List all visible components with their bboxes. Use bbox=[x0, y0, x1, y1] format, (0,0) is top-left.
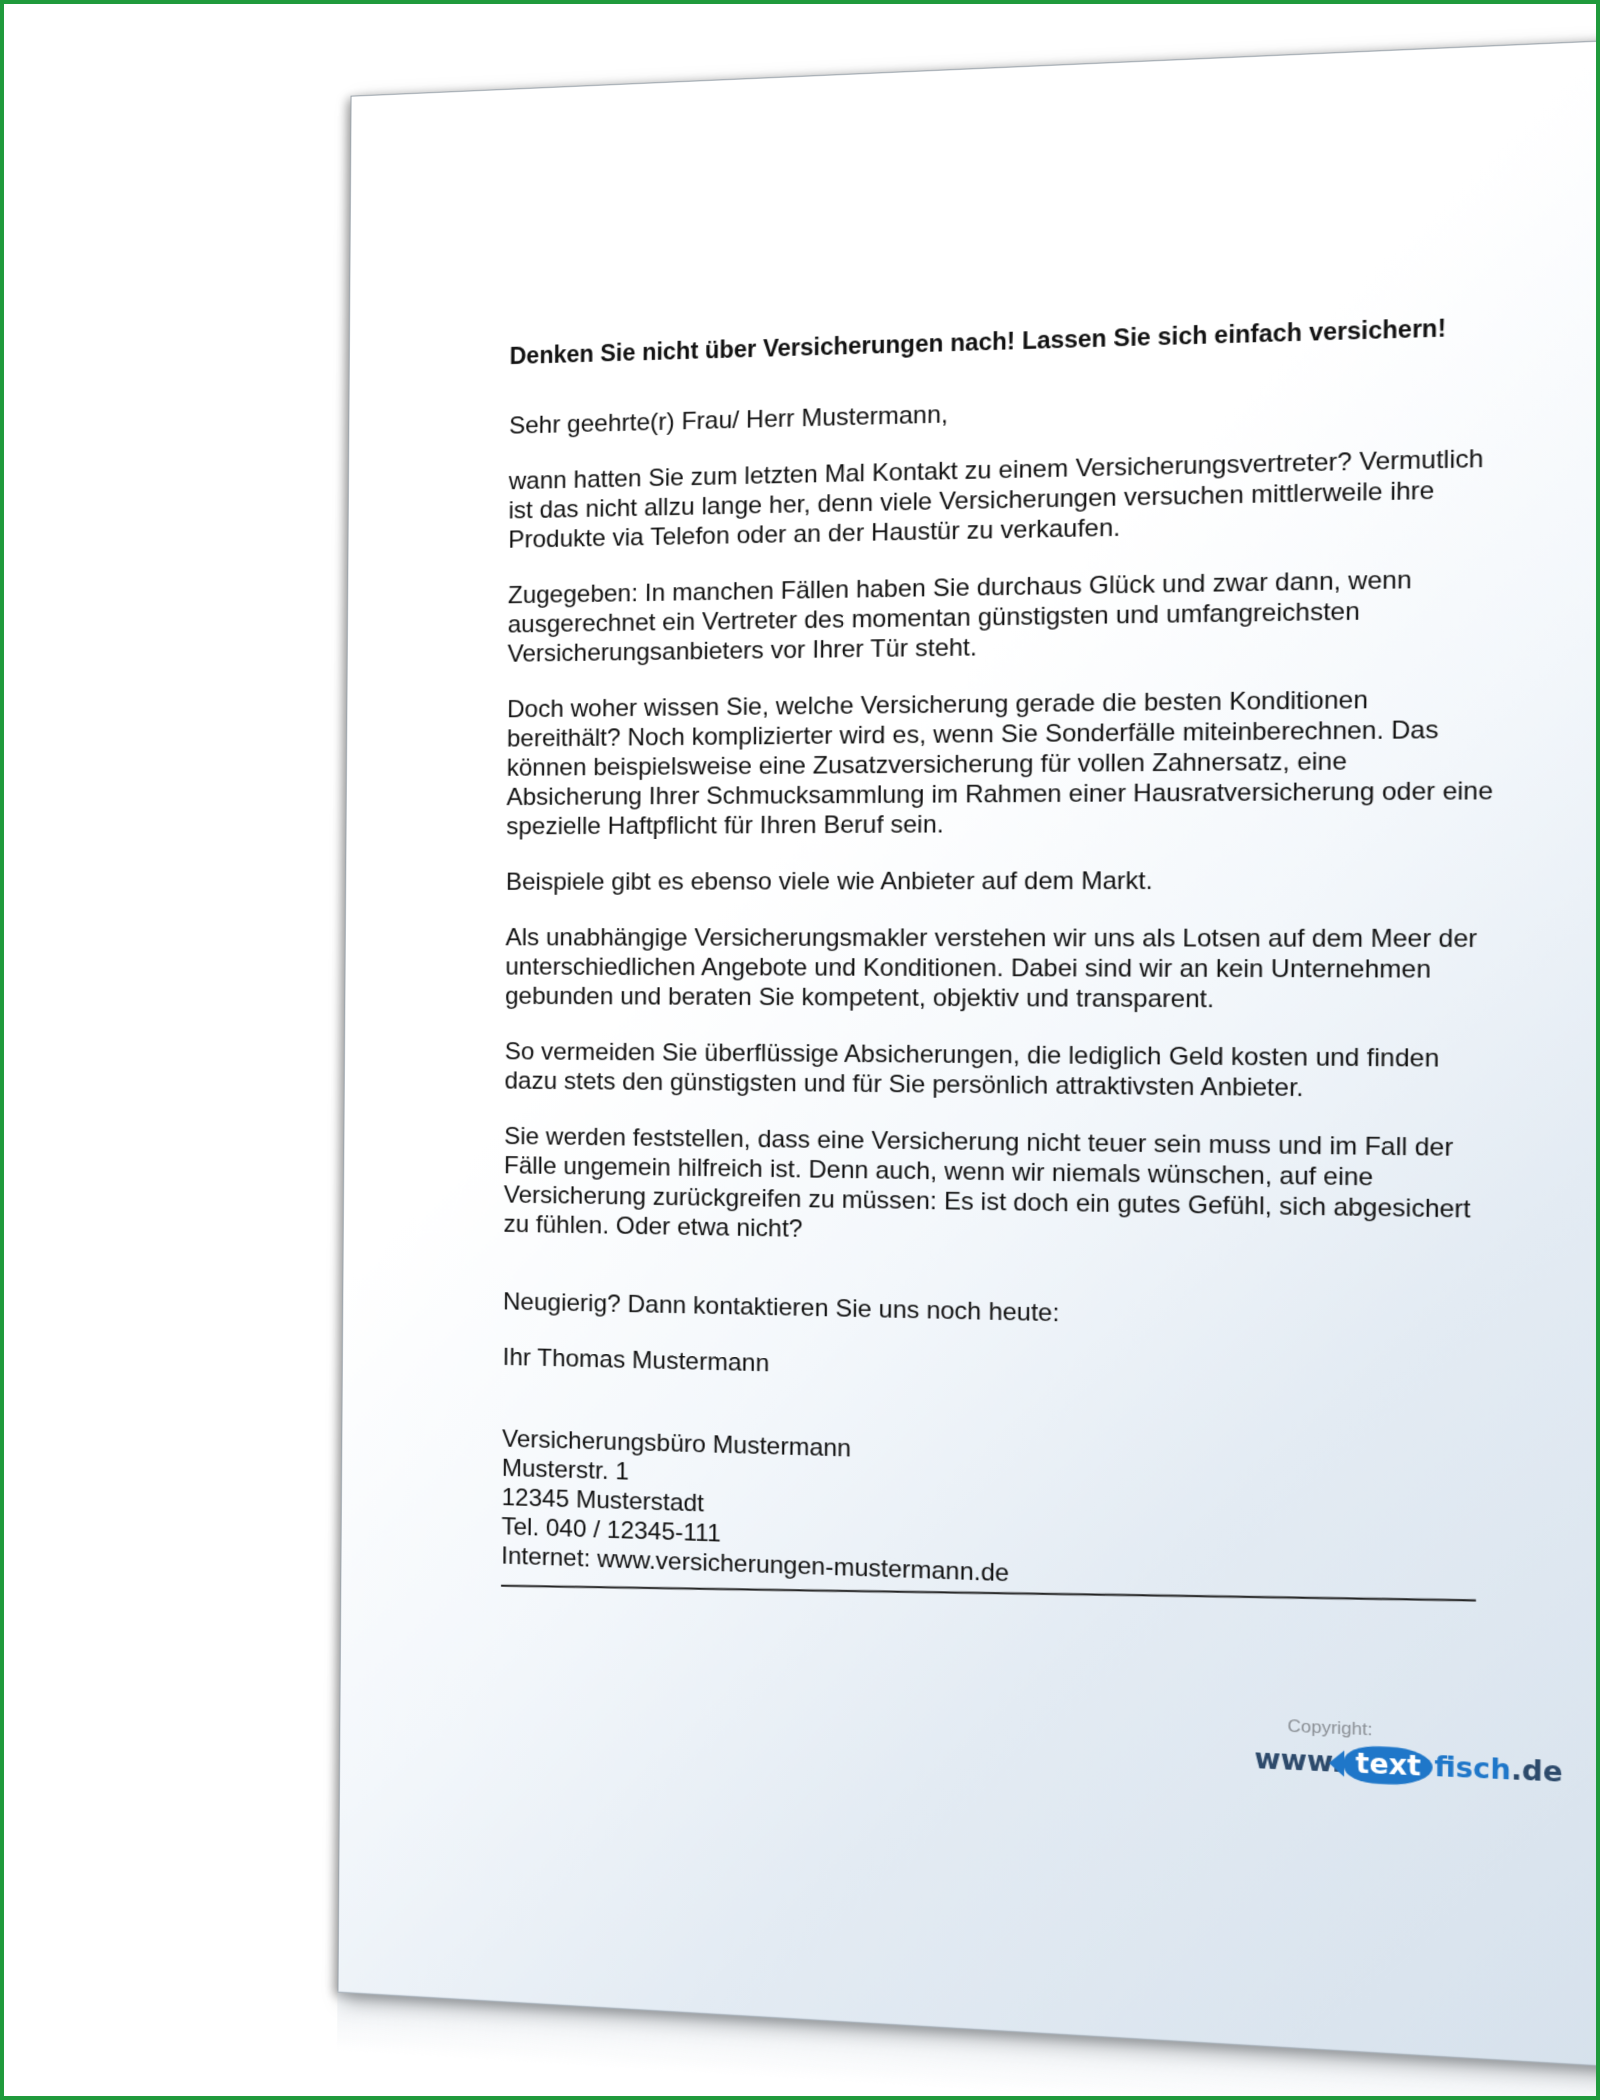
logo-fish-icon: text bbox=[1344, 1745, 1432, 1787]
textfisch-logo bbox=[1254, 1741, 1563, 1792]
logo-www: www. bbox=[1254, 1743, 1343, 1781]
signature: Ihr Thomas Mustermann bbox=[502, 1343, 770, 1378]
letter-headline: Denken Sie nicht über Versicherungen nach! Lassen Sie sich einfach versichern! bbox=[509, 314, 1447, 370]
paragraph-5: Als unabhängige Versicherungsmakler verstehen wir uns als Lotsen auf dem Meer der unterschiedlichen Angebote und Konditionen. Dabei sind wir an kein Unternehmen gebunden und beraten Sie kompetent, objektiv und transparent. bbox=[505, 924, 1478, 1014]
address-phone: Tel. 040 / 12345-111 bbox=[501, 1513, 721, 1548]
paragraph-3: Doch woher wissen Sie, welche Versicherung gerade die besten Konditionen bereithält? Noch komplizierter wird es, wenn Sie Sonderfälle miteinberechnen. Das können beispielsweise eine Zusatzversicherung für vollen Zahnersatz, eine Absicherung Ihrer Schmucksammlung im Rahmen einer Hausratversicherung oder eine spezielle Haftpflicht für Ihren Beruf sein. bbox=[506, 686, 1494, 841]
letter-content bbox=[501, 312, 1497, 1623]
copyright-block bbox=[1254, 1715, 1563, 1792]
address-company: Versicherungsbüro Mustermann bbox=[501, 1425, 852, 1463]
paragraph-4: Beispiele gibt es ebenso viele wie Anbieter auf dem Markt. bbox=[505, 867, 1153, 896]
paragraph-1: wann hatten Sie zum letzten Mal Kontakt zu einem Versicherungsvertreter? Vermutlich ist das nicht allzu lange her, denn viele Versicherungen versuchen mittlerweile ihre Produkte via Telefon oder an der Haustür zu verkaufen. bbox=[508, 444, 1484, 554]
address-street: Musterstr. 1 bbox=[501, 1454, 630, 1486]
call-to-action: Neugierig? Dann kontaktieren Sie uns noch heute: bbox=[502, 1288, 1060, 1328]
logo-de: .de bbox=[1510, 1754, 1563, 1790]
paragraph-7: Sie werden feststellen, dass eine Versicherung nicht teuer sein muss und im Fall der Fälle ungemein hilfreich ist. Denn auch, wenn wir niemals wünschen, auf eine Versicherung zurückgreifen zu müssen: Es ist doch ein gutes Gefühl, sich abgesichert zu fühlen. Oder etwa nicht? bbox=[503, 1122, 1471, 1243]
address-internet: Internet: www.versicherungen-mustermann.de bbox=[501, 1542, 1010, 1588]
copyright-label: Copyright: bbox=[1287, 1715, 1373, 1740]
address-city: 12345 Musterstadt bbox=[501, 1483, 705, 1518]
document-preview bbox=[337, 39, 1600, 2066]
document-page bbox=[337, 38, 1600, 2068]
salutation: Sehr geehrte(r) Frau/ Herr Mustermann, bbox=[509, 400, 949, 440]
address-block bbox=[501, 1424, 1488, 1605]
logo-fisch: fisch bbox=[1434, 1750, 1512, 1788]
paragraph-2: Zugegeben: In manchen Fällen haben Sie durchaus Glück und zwar dann, wenn ausgerechnet ein Vertreter des momentan günstigsten und umfangreichsten Versicherungsanbieters vor Ihrer Tür steht. bbox=[507, 566, 1412, 668]
paragraph-6: So vermeiden Sie überflüssige Absicherungen, die lediglich Geld kosten und finden dazu stets den günstigsten und für Sie persönlich attraktivsten Anbieter. bbox=[504, 1038, 1440, 1103]
